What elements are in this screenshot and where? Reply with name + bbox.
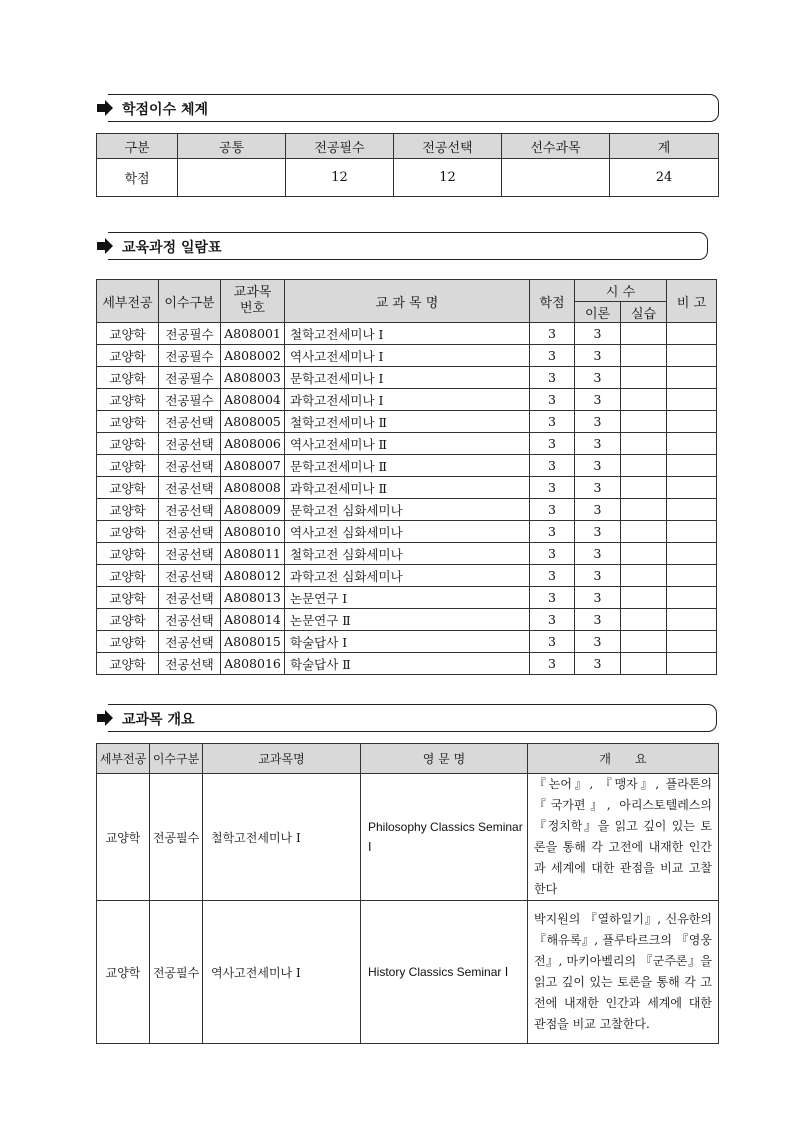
cell-code: A808010 [221, 521, 285, 543]
cell-credit: 3 [530, 609, 575, 631]
cell-credit: 3 [530, 389, 575, 411]
cell-type: 전공선택 [159, 609, 221, 631]
cell-note [667, 433, 717, 455]
cell-major: 교양학 [97, 565, 159, 587]
cell-code: A808015 [221, 631, 285, 653]
cell-practice [621, 521, 667, 543]
overview-major: 교양학 [97, 774, 150, 901]
credit-cell: 12 [286, 159, 394, 197]
credit-cell: 24 [610, 159, 719, 197]
cell-practice [621, 367, 667, 389]
overview-english: History Classics Seminar Ⅰ [361, 901, 528, 1044]
overview-header-cell: 영 문 명 [361, 744, 528, 774]
cell-code: A808009 [221, 499, 285, 521]
table-row [97, 543, 717, 565]
cell-note [667, 455, 717, 477]
cell-code: A808004 [221, 389, 285, 411]
cell-note [667, 477, 717, 499]
table-row [97, 477, 717, 499]
cell-practice [621, 543, 667, 565]
cell-theory: 3 [575, 345, 621, 367]
cell-type: 전공선택 [159, 499, 221, 521]
cell-practice [621, 609, 667, 631]
cell-type: 전공필수 [159, 367, 221, 389]
header-code: 교과목 번호 [221, 280, 285, 323]
cell-theory: 3 [575, 609, 621, 631]
section-header-frame [108, 704, 717, 732]
cell-theory: 3 [575, 433, 621, 455]
cell-credit: 3 [530, 367, 575, 389]
header-major: 세부전공 [97, 280, 159, 323]
cell-theory: 3 [575, 653, 621, 675]
overview-type: 전공필수 [150, 901, 203, 1044]
cell-theory: 3 [575, 323, 621, 345]
header-theory: 이론 [575, 302, 621, 323]
cell-name: 철학고전세미나 Ⅰ [285, 323, 530, 345]
overview-name: 역사고전세미나 Ⅰ [203, 901, 361, 1044]
cell-theory: 3 [575, 565, 621, 587]
curriculum-table [96, 279, 717, 675]
cell-name: 과학고전세미나 Ⅰ [285, 389, 530, 411]
cell-type: 전공선택 [159, 543, 221, 565]
cell-practice [621, 345, 667, 367]
table-row [97, 323, 717, 345]
cell-code: A808016 [221, 653, 285, 675]
cell-credit: 3 [530, 631, 575, 653]
cell-type: 전공선택 [159, 521, 221, 543]
credit-cell: 학점 [97, 159, 178, 197]
arrow-right-icon [96, 238, 114, 254]
cell-code: A808012 [221, 565, 285, 587]
cell-name: 학술답사 Ⅱ [285, 653, 530, 675]
overview-name: 철학고전세미나 Ⅰ [203, 774, 361, 901]
cell-type: 전공선택 [159, 587, 221, 609]
cell-note [667, 367, 717, 389]
cell-theory: 3 [575, 477, 621, 499]
cell-name: 문학고전세미나 Ⅰ [285, 367, 530, 389]
cell-credit: 3 [530, 565, 575, 587]
cell-credit: 3 [530, 499, 575, 521]
cell-practice [621, 499, 667, 521]
overview-table [96, 743, 719, 1044]
cell-major: 교양학 [97, 631, 159, 653]
cell-type: 전공필수 [159, 345, 221, 367]
cell-note [667, 521, 717, 543]
curriculum-body [97, 323, 717, 675]
credit-header-cell: 구분 [97, 134, 178, 159]
cell-note [667, 345, 717, 367]
overview-english: Philosophy Classics Seminar Ⅰ [361, 774, 528, 901]
cell-major: 교양학 [97, 653, 159, 675]
section-title: 교과목 개요 [122, 712, 195, 728]
cell-major: 교양학 [97, 587, 159, 609]
cell-credit: 3 [530, 587, 575, 609]
cell-name: 역사고전 심화세미나 [285, 521, 530, 543]
cell-theory: 3 [575, 521, 621, 543]
overview-header-cell: 교과목명 [203, 744, 361, 774]
cell-type: 전공선택 [159, 455, 221, 477]
cell-name: 역사고전세미나 Ⅱ [285, 433, 530, 455]
header-note: 비 고 [667, 280, 717, 323]
credit-cell [502, 159, 610, 197]
table-row [97, 521, 717, 543]
credit-header-cell: 계 [610, 134, 719, 159]
cell-name: 논문연구 Ⅱ [285, 609, 530, 631]
section-header-curriculum [96, 232, 708, 260]
cell-name: 과학고전 심화세미나 [285, 565, 530, 587]
overview-type: 전공필수 [150, 774, 203, 901]
header-credit: 학점 [530, 280, 575, 323]
cell-major: 교양학 [97, 345, 159, 367]
cell-practice [621, 631, 667, 653]
cell-theory: 3 [575, 631, 621, 653]
cell-code: A808003 [221, 367, 285, 389]
overview-header-cell: 이수구분 [150, 744, 203, 774]
table-row [97, 653, 717, 675]
cell-note [667, 609, 717, 631]
overview-description: 『논어』, 『맹자』, 플라톤의 『국가편』, 아리스토텔레스의 『정치학』을 읽고 깊이 있는 토론을 통해 각 고전에 내재한 인간과 세계에 대한 관점을 비교 고찰한다 [528, 774, 719, 901]
cell-practice [621, 389, 667, 411]
section-title: 학점이수 체계 [122, 102, 209, 118]
cell-name: 논문연구 Ⅰ [285, 587, 530, 609]
arrow-right-icon [96, 710, 114, 726]
cell-name: 역사고전세미나 Ⅰ [285, 345, 530, 367]
cell-major: 교양학 [97, 543, 159, 565]
table-row [97, 455, 717, 477]
cell-theory: 3 [575, 499, 621, 521]
cell-type: 전공필수 [159, 389, 221, 411]
cell-major: 교양학 [97, 499, 159, 521]
cell-major: 교양학 [97, 367, 159, 389]
overview-header-cell: 세부전공 [97, 744, 150, 774]
cell-name: 철학고전 심화세미나 [285, 543, 530, 565]
cell-type: 전공선택 [159, 411, 221, 433]
header-name: 교 과 목 명 [285, 280, 530, 323]
cell-code: A808014 [221, 609, 285, 631]
cell-practice [621, 587, 667, 609]
cell-practice [621, 565, 667, 587]
table-row [97, 499, 717, 521]
cell-theory: 3 [575, 367, 621, 389]
cell-credit: 3 [530, 411, 575, 433]
cell-note [667, 543, 717, 565]
cell-note [667, 631, 717, 653]
table-row [97, 345, 717, 367]
cell-practice [621, 323, 667, 345]
table-row [97, 587, 717, 609]
table-row [97, 389, 717, 411]
credit-header-cell: 전공필수 [286, 134, 394, 159]
cell-note [667, 323, 717, 345]
cell-name: 문학고전 심화세미나 [285, 499, 530, 521]
cell-type: 전공선택 [159, 653, 221, 675]
cell-major: 교양학 [97, 433, 159, 455]
cell-credit: 3 [530, 543, 575, 565]
table-row [97, 901, 719, 1044]
cell-code: A808007 [221, 455, 285, 477]
table-row [97, 774, 719, 901]
cell-major: 교양학 [97, 411, 159, 433]
section-title: 교육과정 일람표 [122, 240, 222, 256]
credit-cell [178, 159, 286, 197]
header-hours: 시 수 [575, 280, 667, 302]
cell-credit: 3 [530, 455, 575, 477]
cell-name: 과학고전세미나 Ⅱ [285, 477, 530, 499]
cell-name: 학술답사 Ⅰ [285, 631, 530, 653]
cell-theory: 3 [575, 389, 621, 411]
cell-note [667, 653, 717, 675]
cell-note [667, 565, 717, 587]
cell-theory: 3 [575, 455, 621, 477]
cell-theory: 3 [575, 543, 621, 565]
cell-credit: 3 [530, 521, 575, 543]
arrow-right-icon [96, 100, 114, 116]
cell-type: 전공선택 [159, 565, 221, 587]
cell-major: 교양학 [97, 455, 159, 477]
cell-type: 전공필수 [159, 323, 221, 345]
table-row [97, 565, 717, 587]
cell-practice [621, 653, 667, 675]
table-row [97, 609, 717, 631]
section-header-credit [96, 94, 719, 122]
credit-header-cell: 공통 [178, 134, 286, 159]
cell-code: A808005 [221, 411, 285, 433]
cell-credit: 3 [530, 323, 575, 345]
cell-credit: 3 [530, 653, 575, 675]
table-row [97, 367, 717, 389]
cell-major: 교양학 [97, 521, 159, 543]
overview-description: 박지원의 『열하일기』, 신유한의 『해유록』, 플루타르크의 『영웅전』, 마키아벨리의 『군주론』을 읽고 깊이 있는 토론을 통해 각 고전에 내재한 인간과 세계에 대한 관점을 비교 고찰한다. [528, 901, 719, 1044]
cell-major: 교양학 [97, 477, 159, 499]
cell-code: A808011 [221, 543, 285, 565]
cell-practice [621, 455, 667, 477]
cell-code: A808008 [221, 477, 285, 499]
header-type: 이수구분 [159, 280, 221, 323]
cell-type: 전공선택 [159, 631, 221, 653]
cell-practice [621, 477, 667, 499]
cell-code: A808002 [221, 345, 285, 367]
cell-theory: 3 [575, 411, 621, 433]
cell-practice [621, 411, 667, 433]
cell-practice [621, 433, 667, 455]
cell-name: 문학고전세미나 Ⅱ [285, 455, 530, 477]
cell-type: 전공선택 [159, 477, 221, 499]
cell-code: A808013 [221, 587, 285, 609]
table-row [97, 411, 717, 433]
cell-major: 교양학 [97, 323, 159, 345]
overview-major: 교양학 [97, 901, 150, 1044]
cell-credit: 3 [530, 477, 575, 499]
cell-theory: 3 [575, 587, 621, 609]
cell-type: 전공선택 [159, 433, 221, 455]
credit-header-cell: 선수과목 [502, 134, 610, 159]
table-row [97, 433, 717, 455]
table-row [97, 631, 717, 653]
credit-cell: 12 [394, 159, 502, 197]
cell-note [667, 411, 717, 433]
cell-code: A808001 [221, 323, 285, 345]
cell-code: A808006 [221, 433, 285, 455]
cell-major: 교양학 [97, 609, 159, 631]
cell-note [667, 499, 717, 521]
overview-header-cell: 개 요 [528, 744, 719, 774]
cell-name: 철학고전세미나 Ⅱ [285, 411, 530, 433]
header-practice: 실습 [621, 302, 667, 323]
cell-note [667, 587, 717, 609]
cell-credit: 3 [530, 345, 575, 367]
cell-major: 교양학 [97, 389, 159, 411]
table-row [97, 159, 719, 197]
credit-header-cell: 전공선택 [394, 134, 502, 159]
cell-credit: 3 [530, 433, 575, 455]
section-header-overview [96, 704, 717, 732]
cell-note [667, 389, 717, 411]
credit-table [96, 133, 719, 197]
